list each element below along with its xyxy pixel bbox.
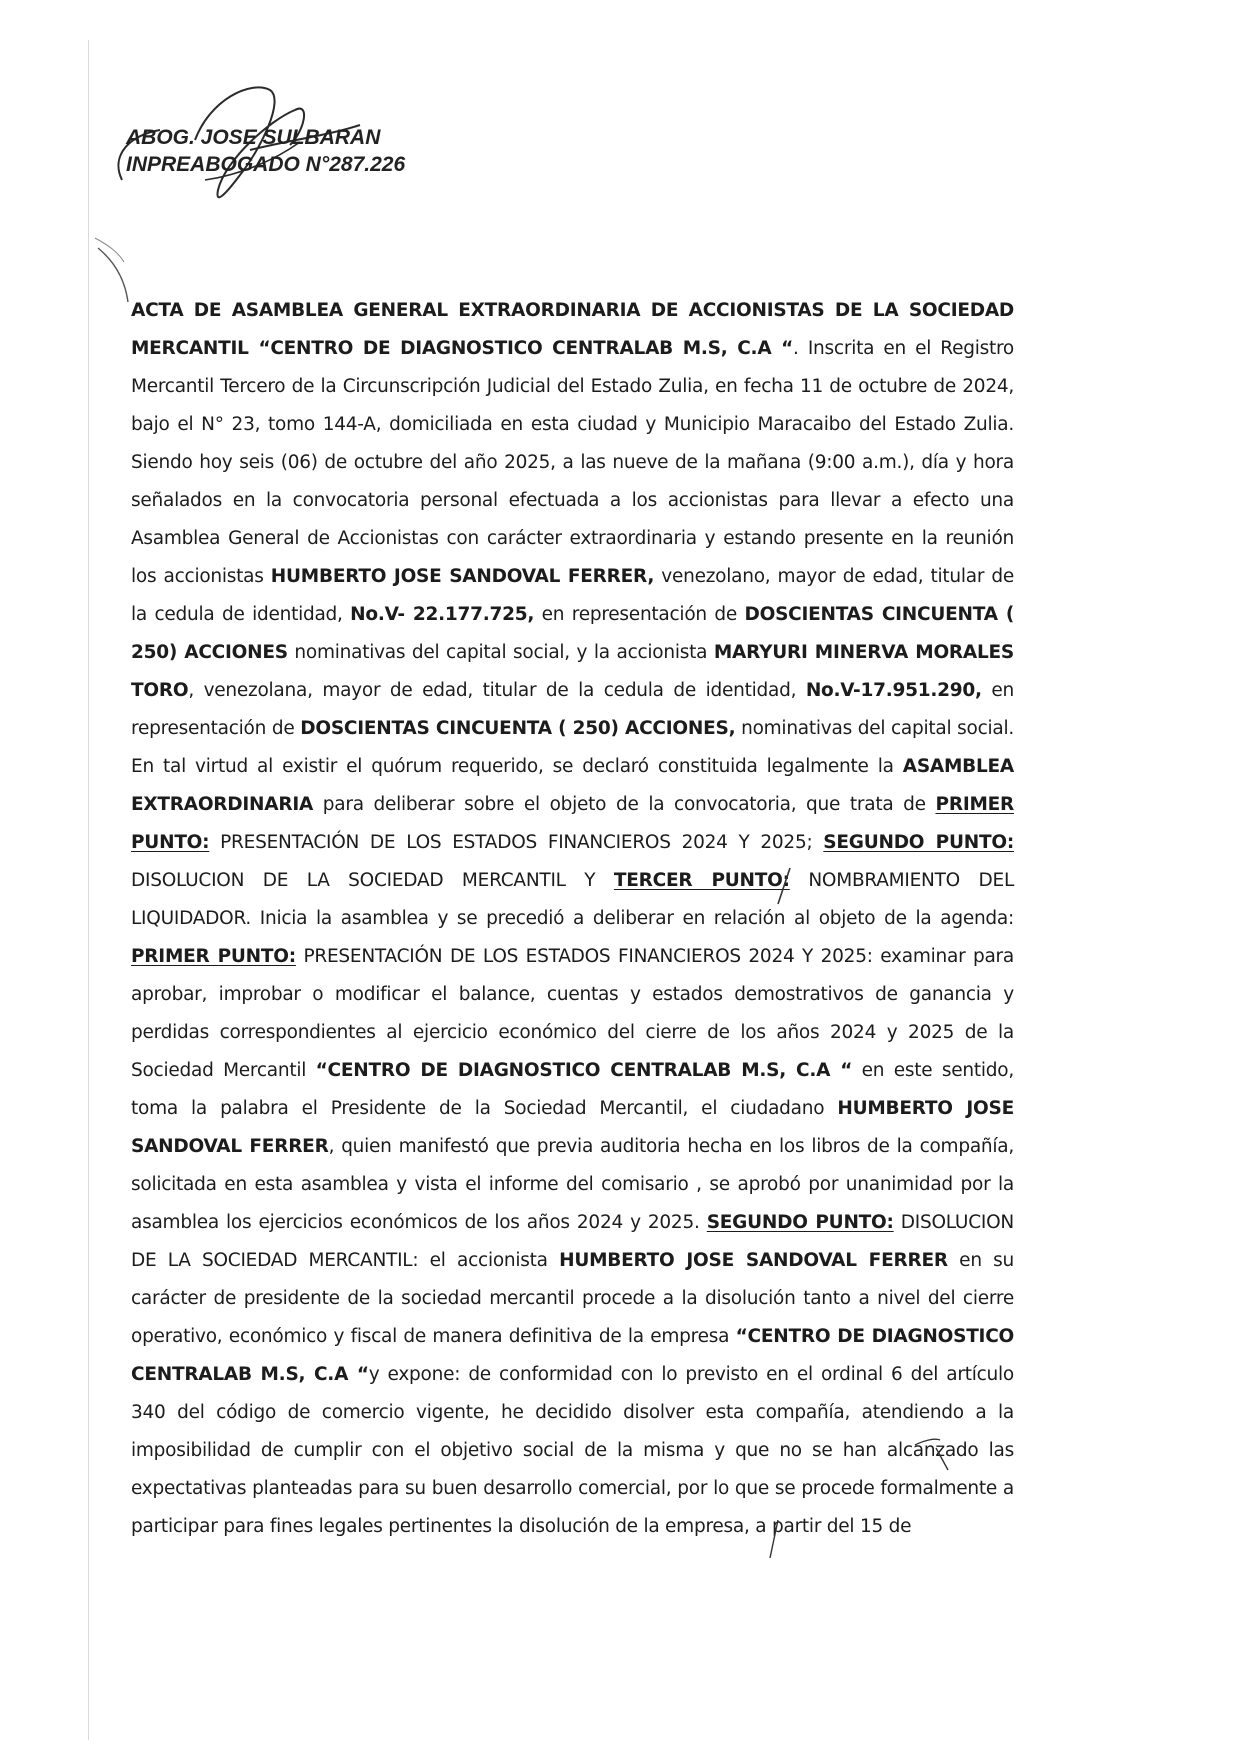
bold-text-run: No.V-17.951.290, xyxy=(805,680,982,701)
underlined-heading: PRIMER PUNTO: xyxy=(131,794,1014,853)
underlined-heading: TERCER PUNTO: xyxy=(613,870,790,891)
text-run: en su carácter de presidente de la sociedad mercantil procede a la disolución tanto a nivel del cierre operativo, económico y fiscal de manera definitiva de la empresa xyxy=(131,1250,1014,1347)
text-run: nominativas del capital social. En tal virtud al existir el quórum requerido, se declaró constituida legalmente la xyxy=(131,718,1015,777)
text-run: NOMBRAMIENTO DEL LIQUIDADOR. xyxy=(131,870,1014,929)
stamp-line-1: ABOG. JOSE SULBARAN xyxy=(126,126,381,149)
text-run: Inicia la asamblea y se precedió a deliberar en relación al objeto de la agenda: xyxy=(251,908,1014,929)
bold-text-run: HUMBERTO JOSE SANDOVAL FERRER xyxy=(131,1098,1014,1157)
text-run: para deliberar sobre el objeto de la convocatoria, que trata de xyxy=(313,794,936,815)
text-run: DISOLUCION DE LA SOCIEDAD MERCANTIL: el accionista xyxy=(131,1212,1014,1271)
bold-text-run: ASAMBLEA EXTRAORDINARIA xyxy=(131,756,1014,815)
text-run: PRESENTACIÓN DE LOS ESTADOS FINANCIEROS 2024 Y 2025: examinar para aprobar, improbar o modificar el balance, cuentas y estados demostrativos de ganancia y perdidas correspondientes al ejercicio económico del cierre de los años 2024 y 2025 de la Sociedad Mercantil xyxy=(131,946,1014,1081)
text-run: DISOLUCION DE LA SOCIEDAD MERCANTIL Y xyxy=(131,870,614,891)
text-run: en este sentido, toma la palabra el Presidente de la Sociedad Mercantil, el ciudadano xyxy=(131,1060,1014,1119)
text-run: en representación de xyxy=(534,604,745,625)
bold-text-run: “CENTRO DE DIAGNOSTICO CENTRALAB M.S, C.A “ xyxy=(131,1326,1014,1385)
bold-text-run: No.V- 22.177.725, xyxy=(350,604,535,625)
bold-text-run xyxy=(823,832,1014,853)
bold-text-run: “CENTRO DE DIAGNOSTICO CENTRALAB M.S, C.A “ xyxy=(315,1060,853,1081)
page-edge xyxy=(88,40,89,1740)
bold-text-run xyxy=(707,1212,894,1233)
bold-text-run: DOSCIENTAS CINCUENTA ( 250) ACCIONES xyxy=(131,604,1015,663)
bold-text-run xyxy=(131,946,296,967)
underlined-heading: PRIMER PUNTO: xyxy=(131,946,296,967)
minutes-body xyxy=(131,292,1014,1546)
text-run: PRESENTACIÓN DE LOS ESTADOS FINANCIEROS 2024 Y 2025; xyxy=(209,832,824,853)
bold-text-run: DOSCIENTAS CINCUENTA ( 250) ACCIONES, xyxy=(300,718,736,739)
text-run: nominativas del capital social, y la accionista xyxy=(287,642,714,663)
text-run: y expone: de conformidad con lo previsto en el ordinal 6 del artículo 340 del código de comercio vigente, he decidido disolver esta compañía, atendiendo a la imposibilidad de cumplir con el objetivo social de la misma y que no se han alcanzado las expectativas planteadas para su buen desarrollo comercial, por lo que se procede formalmente a participar para fines legales pertinentes la disolución de la empresa, a partir del 15 de xyxy=(131,1364,1014,1537)
text-run: , venezolana, mayor de edad, titular de la cedula de identidad, xyxy=(188,680,806,701)
bold-text-run: HUMBERTO JOSE SANDOVAL FERRER xyxy=(559,1250,948,1271)
lawyer-stamp xyxy=(126,124,405,178)
text-run: . Inscrita en el Registro Mercantil Tercero de la Circunscripción Judicial del Estado Zulia, en fecha 11 de octubre de 2024, bajo el N° 23, tomo 144-A, domiciliada en esta ciudad y Municipio Maracaibo del Estado Zulia. Siendo hoy seis (06) de octubre del año 2025, a las nueve de la mañana (9:00 a.m.), día y hora señalados en la convocatoria personal efectuada a los accionistas para llevar a efecto una Asamblea General de Accionistas con carácter extraordinaria y estando presente en la reunión los accionistas xyxy=(131,338,1015,587)
stamp-line-2: INPREABOGADO N°287.226 xyxy=(126,153,406,176)
bold-text-run xyxy=(614,870,790,891)
bold-text-run: MARYURI MINERVA MORALES TORO xyxy=(131,642,1014,701)
underlined-heading: SEGUNDO PUNTO: xyxy=(823,832,1014,853)
text-run: venezolano, mayor de edad, titular de la cedula de identidad, xyxy=(131,566,1014,625)
bold-text-run: ACTA DE ASAMBLEA GENERAL EXTRAORDINARIA DE ACCIONISTAS DE LA SOCIEDAD MERCANTIL “CENTRO DE DIAGNOSTICO CENTRALAB M.S, C.A “ xyxy=(131,300,1014,359)
text-run: en representación de xyxy=(131,680,1014,739)
text-run: , quien manifestó que previa auditoria hecha en los libros de la compañía, solicitada en esta asamblea y vista el informe del comisario , se aprobó por unanimidad por la asamblea los ejercicios económicos de los años 2024 y 2025. xyxy=(131,1136,1014,1233)
underlined-heading: SEGUNDO PUNTO: xyxy=(706,1212,894,1233)
bold-text-run: HUMBERTO JOSE SANDOVAL FERRER, xyxy=(270,566,655,587)
